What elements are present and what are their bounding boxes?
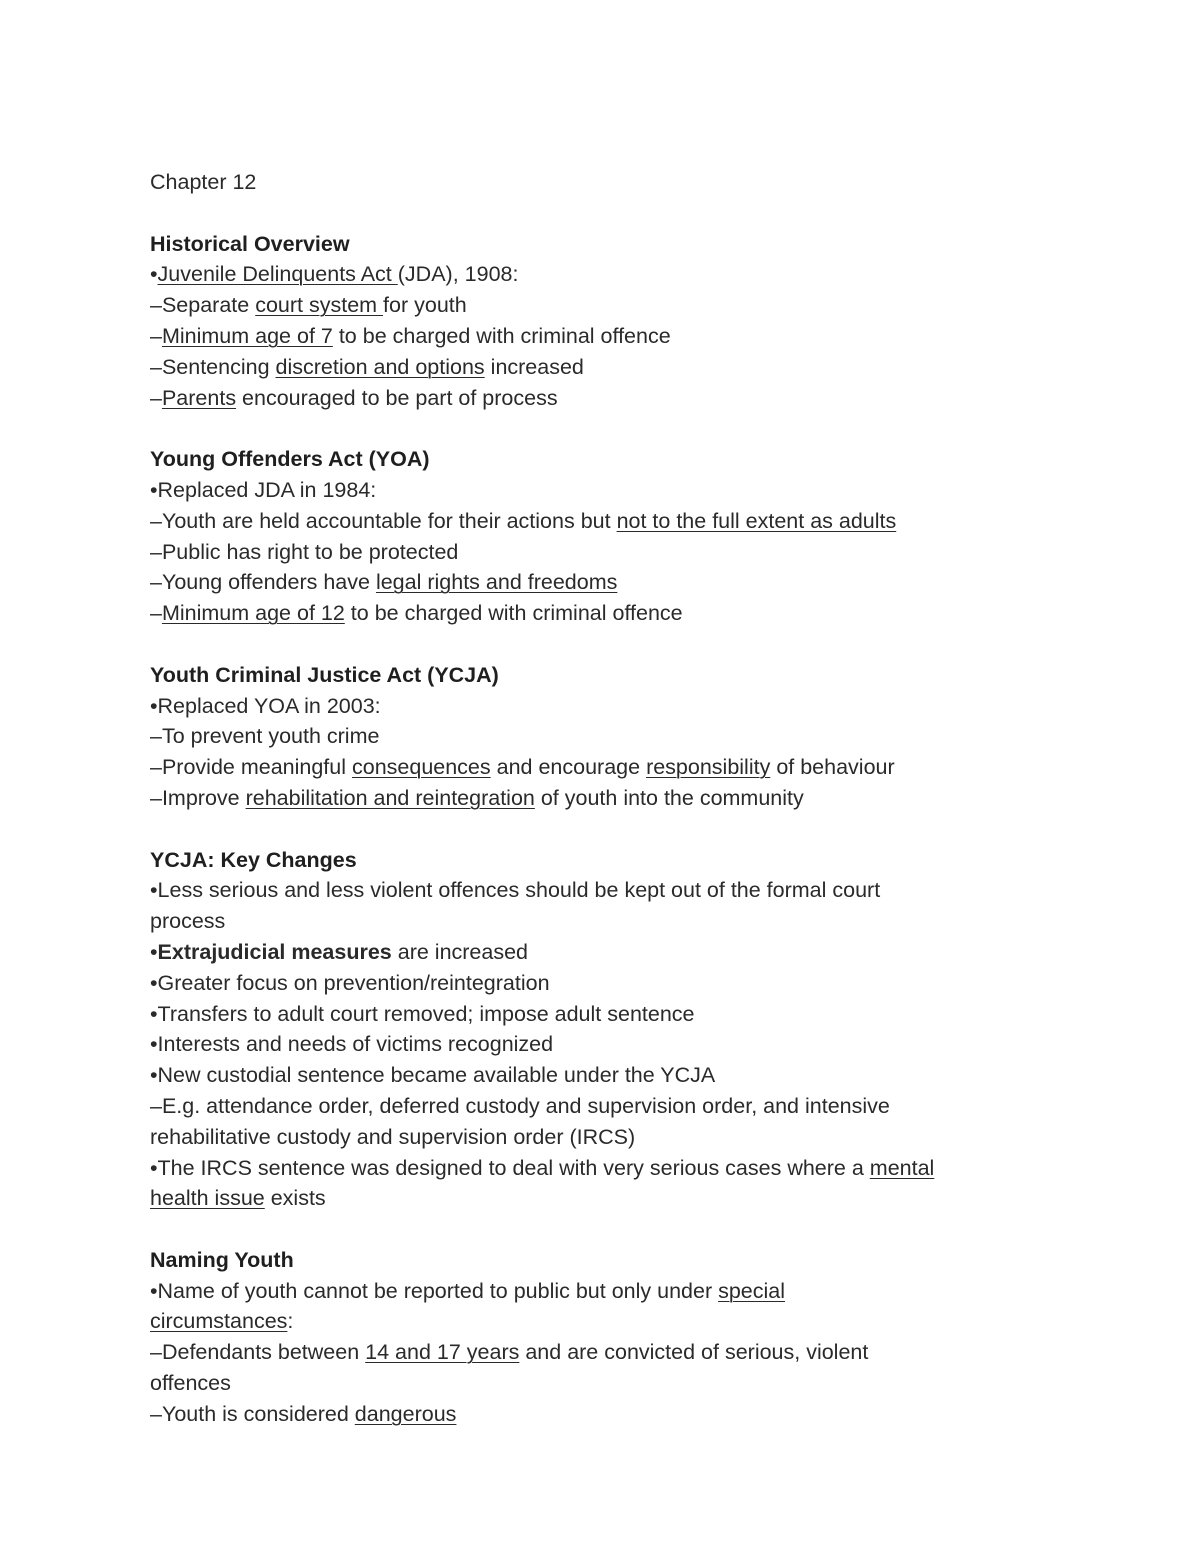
- historical-line-2: [150, 290, 1090, 321]
- text: –: [150, 323, 162, 348]
- underlined-text: Juvenile Delinquents Act: [157, 262, 398, 287]
- historical-line-1: [150, 259, 1090, 290]
- underlined-text: Minimum age of 12: [161, 601, 345, 626]
- spacer: [150, 814, 1090, 845]
- underlined-text: 14 and 17 years: [365, 1340, 520, 1365]
- naming-line-1: [150, 1276, 1090, 1307]
- historical-line-5: [150, 383, 1090, 414]
- changes-line-3: [150, 937, 1090, 968]
- underlined-text: circumstances: [150, 1309, 288, 1334]
- changes-line-7: •New custodial sentence became available under the YCJA: [150, 1063, 716, 1088]
- underlined-text: rehabilitation and reintegration: [245, 785, 535, 810]
- section-heading-yoa: Young Offenders Act (YOA): [150, 447, 430, 472]
- changes-line-2: process: [150, 909, 226, 934]
- ycja-line-3: [150, 752, 1090, 783]
- bullet: •: [150, 262, 158, 287]
- text: –Youth is considered: [150, 1401, 355, 1426]
- ycja-line-4: [150, 783, 1090, 814]
- changes-line-10: [150, 1153, 1090, 1184]
- text: for youth: [383, 293, 467, 318]
- yoa-line-1: •Replaced JDA in 1984:: [150, 477, 377, 502]
- bold-text: Extrajudicial measures: [157, 939, 392, 964]
- changes-line-9: rehabilitative custody and supervision order (IRCS): [150, 1124, 636, 1149]
- text: and encourage: [490, 755, 647, 780]
- text: –Defendants between: [150, 1340, 366, 1365]
- section-heading-key-changes: YCJA: Key Changes: [150, 847, 357, 872]
- underlined-text: consequences: [351, 755, 491, 780]
- text: –: [150, 385, 162, 410]
- section-heading-naming: Naming Youth: [150, 1247, 294, 1272]
- text: are increased: [391, 939, 529, 964]
- text: to be charged with criminal offence: [344, 601, 683, 626]
- text: –Youth are held accountable for their actions but: [150, 508, 617, 533]
- underlined-text: dangerous: [354, 1401, 457, 1426]
- naming-line-5: [150, 1399, 1090, 1430]
- section-heading-ycja: Youth Criminal Justice Act (YCJA): [150, 662, 499, 687]
- ycja-line-2: –To prevent youth crime: [150, 724, 380, 749]
- text: –Improve: [150, 785, 246, 810]
- text: –: [150, 601, 162, 626]
- section-heading-historical: Historical Overview: [150, 231, 350, 256]
- text: •Name of youth cannot be reported to public but only under: [150, 1278, 719, 1303]
- document-page: [150, 167, 1090, 1430]
- underlined-text: not to the full extent as adults: [616, 508, 897, 533]
- naming-line-4: offences: [150, 1371, 231, 1396]
- text: of youth into the community: [534, 785, 804, 810]
- underlined-text: health issue: [150, 1186, 265, 1211]
- ycja-line-1: •Replaced YOA in 2003:: [150, 693, 381, 718]
- text: •: [150, 939, 158, 964]
- historical-line-4: [150, 352, 1090, 383]
- spacer: [150, 1214, 1090, 1245]
- text: –Young offenders have: [150, 570, 376, 595]
- spacer: [150, 413, 1090, 444]
- yoa-line-2: [150, 506, 1090, 537]
- text: and are convicted of serious, violent: [519, 1340, 869, 1365]
- underlined-text: Minimum age of 7: [161, 323, 333, 348]
- underlined-text: responsibility: [646, 755, 771, 780]
- underlined-text: court system: [255, 293, 384, 318]
- underlined-text: special: [718, 1278, 786, 1303]
- chapter-title: Chapter 12: [150, 170, 257, 194]
- underlined-text: legal rights and freedoms: [375, 570, 618, 595]
- yoa-line-3: –Public has right to be protected: [150, 539, 459, 564]
- text: –Provide meaningful: [150, 755, 352, 780]
- yoa-line-5: [150, 598, 1090, 629]
- underlined-text: mental: [869, 1155, 935, 1180]
- naming-line-3: [150, 1337, 1090, 1368]
- changes-line-11: [150, 1183, 1090, 1214]
- spacer: [150, 629, 1090, 660]
- text: –Separate: [150, 293, 256, 318]
- yoa-line-4: [150, 567, 1090, 598]
- text: of behaviour: [770, 755, 895, 780]
- text: :: [287, 1309, 294, 1334]
- text: •The IRCS sentence was designed to deal with very serious cases where a: [150, 1155, 870, 1180]
- changes-line-4: •Greater focus on prevention/reintegration: [150, 970, 550, 995]
- changes-line-1: •Less serious and less violent offences should be kept out of the formal court: [150, 878, 881, 903]
- text: –Sentencing: [150, 354, 276, 379]
- naming-line-2: [150, 1306, 1090, 1337]
- text: increased: [484, 354, 584, 379]
- spacer: [150, 198, 1090, 229]
- text: exists: [264, 1186, 326, 1211]
- underlined-text: Parents: [161, 385, 237, 410]
- text: encouraged to be part of process: [236, 385, 558, 410]
- underlined-text: discretion and options: [275, 354, 485, 379]
- historical-line-3: [150, 321, 1090, 352]
- changes-line-6: •Interests and needs of victims recognized: [150, 1032, 554, 1057]
- changes-line-5: •Transfers to adult court removed; impose adult sentence: [150, 1001, 695, 1026]
- changes-line-8: –E.g. attendance order, deferred custody and supervision order, and intensive: [150, 1093, 890, 1118]
- text: to be charged with criminal offence: [332, 323, 671, 348]
- text: (JDA), 1908:: [397, 262, 519, 287]
